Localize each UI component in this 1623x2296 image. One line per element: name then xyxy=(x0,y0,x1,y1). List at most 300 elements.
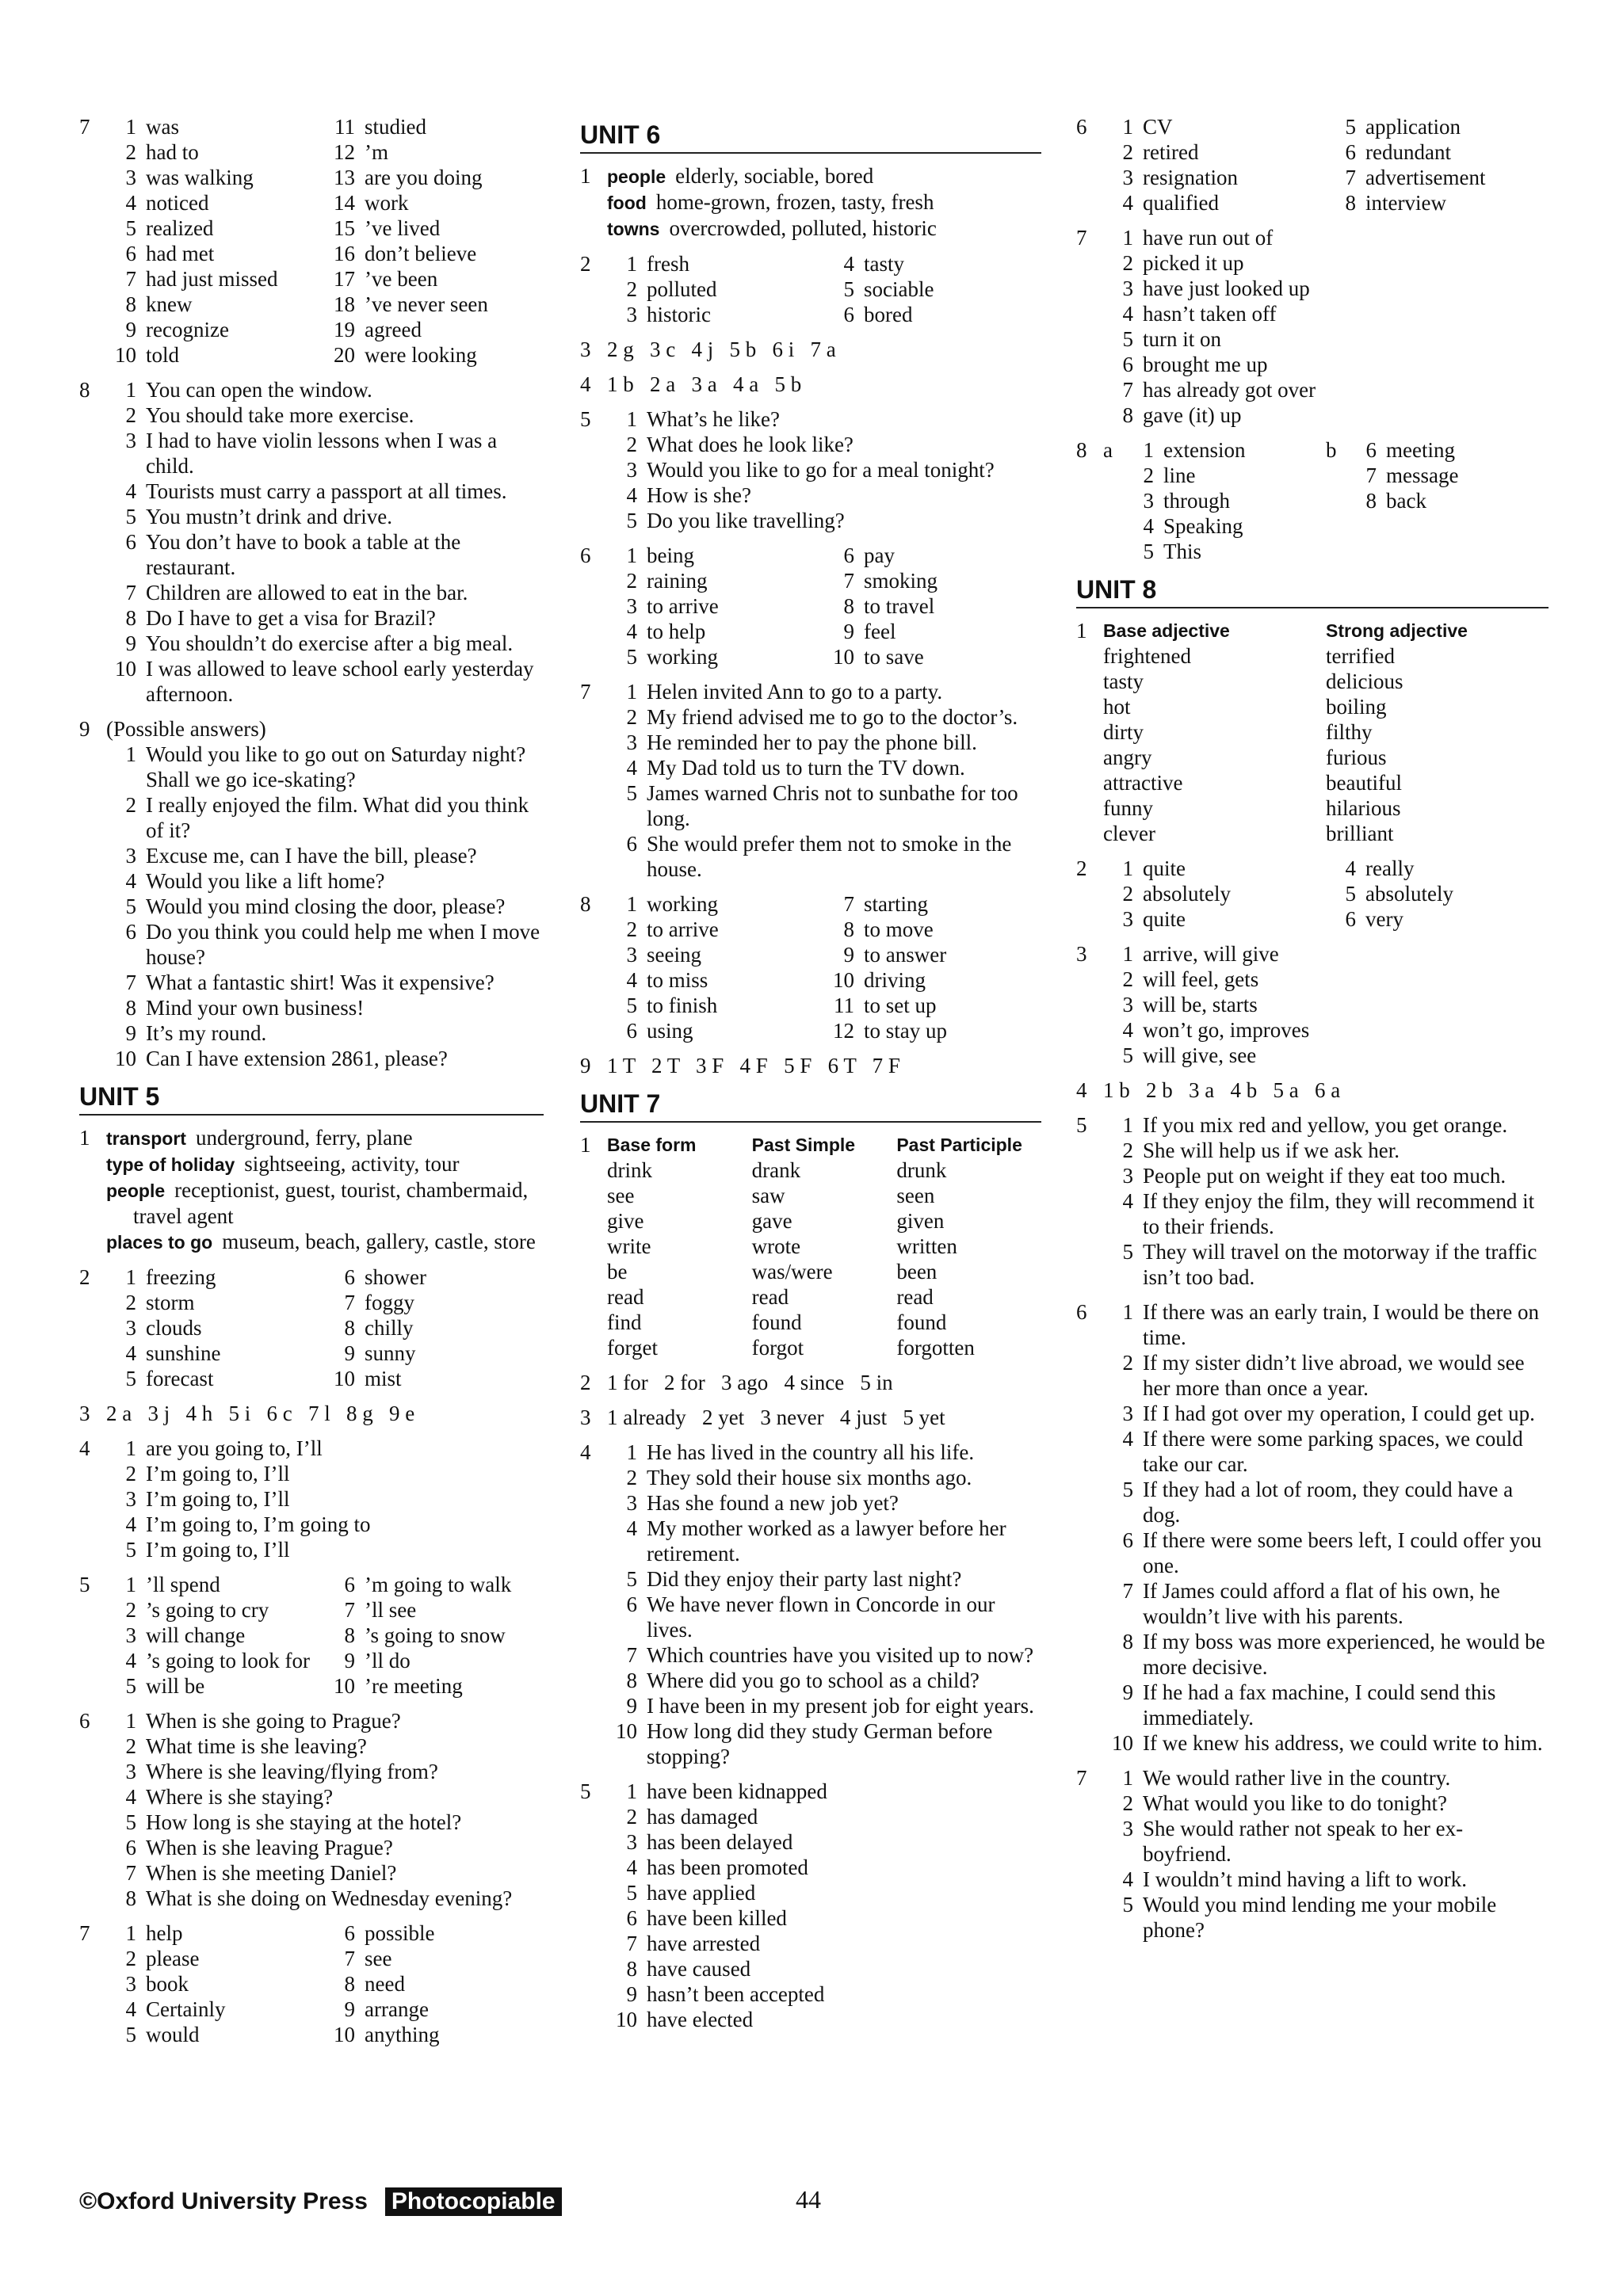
answer-cell xyxy=(824,644,1041,669)
table-row xyxy=(607,1183,1041,1208)
answer-cell xyxy=(106,114,325,139)
answer-row xyxy=(106,317,544,342)
inline-answers: 1 for 2 for 3 ago 4 since 5 in xyxy=(607,1371,893,1394)
answer-row xyxy=(106,114,544,139)
answer-item xyxy=(106,1512,544,1537)
item-text: will feel, gets xyxy=(1143,967,1259,991)
item-text: had just missed xyxy=(146,267,278,291)
answers xyxy=(106,716,544,1071)
table-cell: given xyxy=(896,1209,945,1233)
answers xyxy=(106,114,544,368)
column-header: Strong adjective xyxy=(1326,620,1468,641)
answer-row xyxy=(106,292,544,317)
answer-item xyxy=(1103,225,1549,250)
answer-cell xyxy=(106,342,325,368)
item-text: very xyxy=(1365,907,1403,931)
item-number: 7 xyxy=(626,1643,637,1667)
answer-cell xyxy=(106,1597,325,1623)
item-text: You shouldn’t do exercise after a big meal. xyxy=(146,631,514,655)
exercise-number: 5 xyxy=(580,407,591,431)
answer-item xyxy=(106,1020,544,1046)
category-words: receptionist, guest, tourist, chambermaid, travel agent xyxy=(133,1178,529,1228)
item-number: 6 xyxy=(344,1265,355,1289)
item-number: 10 xyxy=(1112,1731,1133,1755)
item-text: If my sister didn’t live abroad, we would see her more than once a year. xyxy=(1143,1351,1525,1400)
answer-row xyxy=(607,917,1041,942)
item-text: won’t go, improves xyxy=(1143,1018,1310,1042)
item-number: 7 xyxy=(843,569,854,593)
item-number: 7 xyxy=(1345,166,1356,189)
item-text: to answer xyxy=(864,943,947,967)
item-number: 6 xyxy=(1122,1528,1133,1552)
exercise xyxy=(580,406,1041,533)
answer-cell xyxy=(607,967,824,993)
item-text: I’m going to, I’m going to xyxy=(146,1512,371,1536)
answer-cell xyxy=(106,1341,325,1366)
item-text: will change xyxy=(146,1623,246,1647)
answer-item xyxy=(106,1486,544,1512)
item-text: to travel xyxy=(864,594,935,618)
answers xyxy=(607,1779,1041,2032)
category-row xyxy=(106,1229,544,1255)
item-text: If you mix red and yellow, you get orange. xyxy=(1143,1113,1508,1137)
inline-answers: 1 already 2 yet 3 never 4 just 5 yet xyxy=(607,1405,945,1429)
answer-item xyxy=(106,377,544,402)
exercise xyxy=(1076,1765,1549,1943)
category-row xyxy=(607,215,1041,242)
answer-cell xyxy=(607,917,824,942)
item-number: 5 xyxy=(125,1367,136,1390)
item-number: 3 xyxy=(626,594,637,618)
answer-cell xyxy=(824,1018,1041,1043)
table-row xyxy=(607,1284,1041,1310)
answer-item xyxy=(1103,1680,1549,1730)
category-label: towns xyxy=(607,219,660,239)
item-text: I had to have violin lessons when I was a child. xyxy=(146,429,498,478)
item-text: Did they enjoy their party last night? xyxy=(647,1567,962,1591)
answer-item xyxy=(1103,250,1549,276)
item-text: If there was an early train, I would be there on time. xyxy=(1143,1300,1540,1349)
answer-item xyxy=(106,1436,544,1461)
item-text: arrange xyxy=(365,1997,429,2021)
exercise-number: 1 xyxy=(1076,619,1087,643)
answer-row xyxy=(106,1946,544,1971)
spacer xyxy=(1103,488,1124,513)
exercise xyxy=(79,1572,544,1699)
answer-cell xyxy=(824,993,1041,1018)
answer-item xyxy=(106,580,544,605)
item-number: 5 xyxy=(1122,1043,1133,1067)
item-number: 5 xyxy=(1122,327,1133,351)
answer-row xyxy=(1103,463,1549,488)
item-text: have arrested xyxy=(647,1932,761,1955)
answer-item xyxy=(1103,941,1549,967)
answer-row xyxy=(1103,856,1549,881)
answers xyxy=(607,251,1041,327)
table-cell: hot xyxy=(1103,695,1131,719)
answer-item xyxy=(607,1440,1041,1465)
item-number: 1 xyxy=(626,543,637,567)
item-text: back xyxy=(1386,489,1426,513)
item-text: She would prefer them not to smoke in the house. xyxy=(647,832,1012,881)
item-text: studied xyxy=(365,115,426,139)
item-number: 4 xyxy=(125,479,136,503)
answer-cell xyxy=(325,139,544,165)
inline-answers: 1 b 2 a 3 a 4 a 5 b xyxy=(607,372,802,396)
item-text: I’m going to, I’ll xyxy=(146,1538,290,1562)
item-number: 7 xyxy=(1365,463,1377,487)
item-number: 5 xyxy=(125,1810,136,1834)
item-text: You can open the window. xyxy=(146,378,372,402)
exercise-number: 5 xyxy=(1076,1113,1087,1137)
exercise-number: 1 xyxy=(580,1133,591,1157)
answer-item xyxy=(1103,1578,1549,1629)
item-text: using xyxy=(647,1019,693,1043)
table-cell: saw xyxy=(751,1184,785,1207)
item-text: If I had got over my operation, I could get up. xyxy=(1143,1402,1535,1425)
item-number: 6 xyxy=(125,530,136,554)
category-words: overcrowded, polluted, historic xyxy=(669,216,937,240)
answer-item xyxy=(607,831,1041,882)
answer-item xyxy=(106,1784,544,1810)
item-number: 2 xyxy=(125,793,136,817)
exercise xyxy=(79,377,544,707)
answer-item xyxy=(1103,352,1549,377)
item-text: ’m going to walk xyxy=(365,1573,512,1596)
answer-item xyxy=(106,605,544,631)
part-letter: a xyxy=(1103,438,1113,462)
item-text: have run out of xyxy=(1143,226,1274,250)
answer-row xyxy=(106,342,544,368)
exercise-two-column xyxy=(79,1572,544,1699)
item-number: 3 xyxy=(626,303,637,326)
inline-answers: 1 b 2 b 3 a 4 b 5 a 6 a xyxy=(1103,1078,1341,1102)
item-number: 5 xyxy=(626,1881,637,1905)
answer-item xyxy=(607,679,1041,704)
item-number: 3 xyxy=(125,166,136,189)
exercise xyxy=(580,163,1041,242)
item-text: freezing xyxy=(146,1265,216,1289)
answer-cell xyxy=(106,139,325,165)
answer-cell xyxy=(325,1971,544,1997)
item-text: anything xyxy=(365,2023,440,2046)
answer-item xyxy=(106,1537,544,1562)
answer-item xyxy=(607,1804,1041,1829)
item-text: polluted xyxy=(647,277,717,301)
unit-5-heading: UNIT 5 xyxy=(79,1081,544,1116)
table-row xyxy=(1103,643,1549,669)
answer-cell xyxy=(106,1997,325,2022)
exercise-number: 6 xyxy=(79,1709,90,1733)
table-cell: written xyxy=(896,1234,957,1258)
answers xyxy=(607,1440,1041,1769)
item-number: 3 xyxy=(626,730,637,754)
answer-item xyxy=(607,1956,1041,1981)
spacer xyxy=(1103,463,1124,488)
answer-item xyxy=(106,894,544,919)
table-cell: drank xyxy=(751,1158,801,1182)
answer-row xyxy=(1103,539,1549,564)
item-text: Would you like a lift home? xyxy=(146,869,385,893)
table-cell: been xyxy=(896,1260,938,1283)
item-text: What’s he like? xyxy=(647,407,780,431)
item-text: being xyxy=(647,543,694,567)
item-number: 10 xyxy=(334,1367,355,1390)
item-number: 6 xyxy=(125,1836,136,1859)
item-number: 1 xyxy=(626,680,637,704)
column-header: Base adjective xyxy=(1103,620,1230,641)
answer-row xyxy=(1103,437,1549,463)
item-number: 1 xyxy=(626,1440,637,1464)
item-text: to help xyxy=(647,620,706,643)
item-number: 8 xyxy=(1345,191,1356,215)
table-cell: read xyxy=(896,1285,934,1309)
item-number: 3 xyxy=(125,1487,136,1511)
exercise-list xyxy=(79,1436,544,1562)
answer-item xyxy=(607,730,1041,755)
table-row xyxy=(607,1335,1041,1360)
item-number: 6 xyxy=(626,1592,637,1616)
item-number: 2 xyxy=(1143,463,1154,487)
item-number: 6 xyxy=(125,242,136,265)
table-header xyxy=(1103,618,1549,643)
item-text: She will help us if we ask her. xyxy=(1143,1138,1400,1162)
answer-cell xyxy=(325,342,544,368)
answer-item xyxy=(1103,326,1549,352)
item-text: historic xyxy=(647,303,711,326)
item-text: sunny xyxy=(365,1341,416,1365)
item-text: to move xyxy=(864,917,934,941)
exercise-two-column xyxy=(580,543,1041,669)
answer-cell xyxy=(325,1920,544,1946)
item-text: told xyxy=(146,343,180,367)
item-text: How is she? xyxy=(647,483,751,507)
item-number: 20 xyxy=(334,343,355,367)
item-number: 3 xyxy=(125,1623,136,1647)
item-number: 1 xyxy=(125,742,136,766)
item-number: 1 xyxy=(626,407,637,431)
answer-item xyxy=(1103,1816,1549,1867)
item-text: gave (it) up xyxy=(1143,403,1242,427)
spacer xyxy=(1103,513,1124,539)
answers xyxy=(106,1572,544,1699)
answer-item xyxy=(607,1693,1041,1718)
table-cell: read xyxy=(751,1285,789,1309)
table-cell: frightened xyxy=(1103,644,1191,668)
spacer xyxy=(1326,488,1346,513)
item-text: forecast xyxy=(146,1367,214,1390)
answer-cell xyxy=(325,215,544,241)
item-text: What would you like to do tonight? xyxy=(1143,1791,1447,1815)
item-number: 1 xyxy=(1122,856,1133,880)
item-text: line xyxy=(1163,463,1196,487)
item-number: 12 xyxy=(833,1019,854,1043)
exercise-number: 1 xyxy=(79,1126,90,1150)
answer-cell xyxy=(1103,539,1326,564)
item-text: to save xyxy=(864,645,924,669)
item-number: 4 xyxy=(125,191,136,215)
item-number: 2 xyxy=(1122,882,1133,906)
exercise-number: 3 xyxy=(580,1405,591,1429)
item-text: knew xyxy=(146,292,193,316)
item-text: ’s going to cry xyxy=(146,1598,269,1622)
category-words: elderly, sociable, bored xyxy=(675,164,874,188)
item-number: 1 xyxy=(125,1573,136,1596)
answer-cell xyxy=(1326,906,1549,932)
spacer xyxy=(1326,463,1346,488)
item-text: seeing xyxy=(647,943,701,967)
answer-row xyxy=(106,1997,544,2022)
item-number: 8 xyxy=(344,1623,355,1647)
item-number: 5 xyxy=(125,1674,136,1698)
answer-item xyxy=(1103,1239,1549,1290)
item-text: I was allowed to leave school early yesterday afternoon. xyxy=(146,657,534,706)
item-text: redundant xyxy=(1365,140,1451,164)
answer-item xyxy=(607,704,1041,730)
table-cell: delicious xyxy=(1326,669,1403,693)
item-text: Helen invited Ann to go to a party. xyxy=(647,680,943,704)
item-text: will be xyxy=(146,1674,205,1698)
item-text: Tourists must carry a passport at all times. xyxy=(146,479,507,503)
answer-item xyxy=(607,1465,1041,1490)
item-text: I really enjoyed the film. What did you think of it? xyxy=(146,793,529,842)
item-number: 5 xyxy=(843,277,854,301)
item-text: possible xyxy=(365,1921,435,1945)
item-number: 3 xyxy=(626,1491,637,1515)
item-number: 5 xyxy=(626,509,637,532)
item-number: 11 xyxy=(334,115,355,139)
item-number: 9 xyxy=(626,1982,637,2006)
answer-cell xyxy=(106,190,325,215)
answer-cell xyxy=(106,1946,325,1971)
answer-cell xyxy=(106,292,325,317)
item-text: They will travel on the motorway if the traffic isn’t too bad. xyxy=(1143,1240,1537,1289)
category-label: food xyxy=(607,193,647,213)
item-number: 1 xyxy=(125,1709,136,1733)
table xyxy=(607,1132,1041,1360)
item-text: book xyxy=(146,1972,189,1996)
item-number: 1 xyxy=(125,115,136,139)
item-text: I’m going to, I’ll xyxy=(146,1487,290,1511)
answer-item xyxy=(106,792,544,843)
answer-cell xyxy=(106,1572,325,1597)
answer-cell xyxy=(1326,856,1549,881)
item-text: has been promoted xyxy=(647,1855,808,1879)
table-cell: terrified xyxy=(1326,644,1395,668)
item-text: to stay up xyxy=(864,1019,947,1043)
answer-cell xyxy=(106,1920,325,1946)
item-text: extension xyxy=(1163,438,1246,462)
answer-cell xyxy=(607,277,824,302)
item-number: 6 xyxy=(843,303,854,326)
item-text: have just looked up xyxy=(1143,277,1310,300)
exercise-two-column xyxy=(79,114,544,368)
item-text: If my boss was more experienced, he would be more decisive. xyxy=(1143,1630,1545,1679)
answer-item xyxy=(106,1046,544,1071)
exercise-two-column xyxy=(580,251,1041,327)
exercise-two-column xyxy=(1076,856,1549,932)
answer-cell xyxy=(1103,881,1326,906)
item-text: If there were some parking spaces, we could take our car. xyxy=(1143,1427,1523,1476)
item-text: Would you like to go out on Saturday night? Shall we go ice-skating? xyxy=(146,742,526,791)
answer-cell xyxy=(607,593,824,619)
answer-cell xyxy=(106,317,325,342)
item-text: hasn’t taken off xyxy=(1143,302,1277,326)
answers xyxy=(1103,1112,1549,1290)
answer-cell xyxy=(1326,463,1549,488)
item-number: 6 xyxy=(843,543,854,567)
item-number: 8 xyxy=(843,917,854,941)
item-number: 2 xyxy=(125,1291,136,1314)
column-header: Base form xyxy=(607,1135,697,1155)
exercise xyxy=(79,1401,544,1426)
item-text: advertisement xyxy=(1365,166,1486,189)
item-text: are you going to, I’ll xyxy=(146,1436,323,1460)
exercise-two-column xyxy=(1076,437,1549,564)
item-text: Can I have extension 2861, please? xyxy=(146,1047,448,1070)
item-text: When is she going to Prague? xyxy=(146,1709,401,1733)
item-text: We have never flown in Concorde in our lives. xyxy=(647,1592,995,1642)
item-number: 7 xyxy=(344,1291,355,1314)
item-number: 7 xyxy=(344,1598,355,1622)
item-text: ’s going to look for xyxy=(146,1649,310,1672)
item-number: 7 xyxy=(626,1932,637,1955)
answer-item xyxy=(1103,1477,1549,1527)
exercise-list xyxy=(1076,1765,1549,1943)
answers xyxy=(106,1125,544,1255)
answer-item xyxy=(607,1592,1041,1642)
item-text: ’ll spend xyxy=(146,1573,220,1596)
exercise-two-column xyxy=(79,1264,544,1391)
item-text: through xyxy=(1163,489,1230,513)
answer-item xyxy=(1103,1527,1549,1578)
item-text: ’re meeting xyxy=(365,1674,463,1698)
item-text: working xyxy=(647,645,718,669)
exercise xyxy=(1076,1077,1549,1103)
item-number: 9 xyxy=(626,1694,637,1718)
item-number: 3 xyxy=(1122,166,1133,189)
item-number: 2 xyxy=(125,140,136,164)
item-text: Where did you go to school as a child? xyxy=(647,1669,980,1692)
exercise-list xyxy=(1076,941,1549,1068)
item-number: 14 xyxy=(334,191,355,215)
item-number: 3 xyxy=(626,943,637,967)
answer-item xyxy=(607,1855,1041,1880)
answer-cell xyxy=(1103,463,1326,488)
item-number: 5 xyxy=(1122,1478,1133,1501)
table-cell: hilarious xyxy=(1326,796,1401,820)
item-number: 3 xyxy=(125,429,136,452)
item-number: 2 xyxy=(626,569,637,593)
item-text: ’ll see xyxy=(365,1598,417,1622)
answer-cell xyxy=(607,644,824,669)
item-text: He reminded her to pay the phone bill. xyxy=(647,730,977,754)
answer-item xyxy=(607,1829,1041,1855)
table-cell: see xyxy=(607,1184,635,1207)
table-row xyxy=(1103,719,1549,745)
exercise-number: 7 xyxy=(580,680,591,704)
item-number: 18 xyxy=(334,292,355,316)
table-cell: read xyxy=(607,1285,644,1309)
exercise-number: 2 xyxy=(79,1265,90,1289)
answer-item xyxy=(106,656,544,707)
answer-item xyxy=(106,919,544,970)
column-left xyxy=(79,114,544,2057)
answer-cell xyxy=(1326,437,1549,463)
answer-item xyxy=(106,995,544,1020)
item-number: 3 xyxy=(125,844,136,868)
answer-item xyxy=(106,529,544,580)
